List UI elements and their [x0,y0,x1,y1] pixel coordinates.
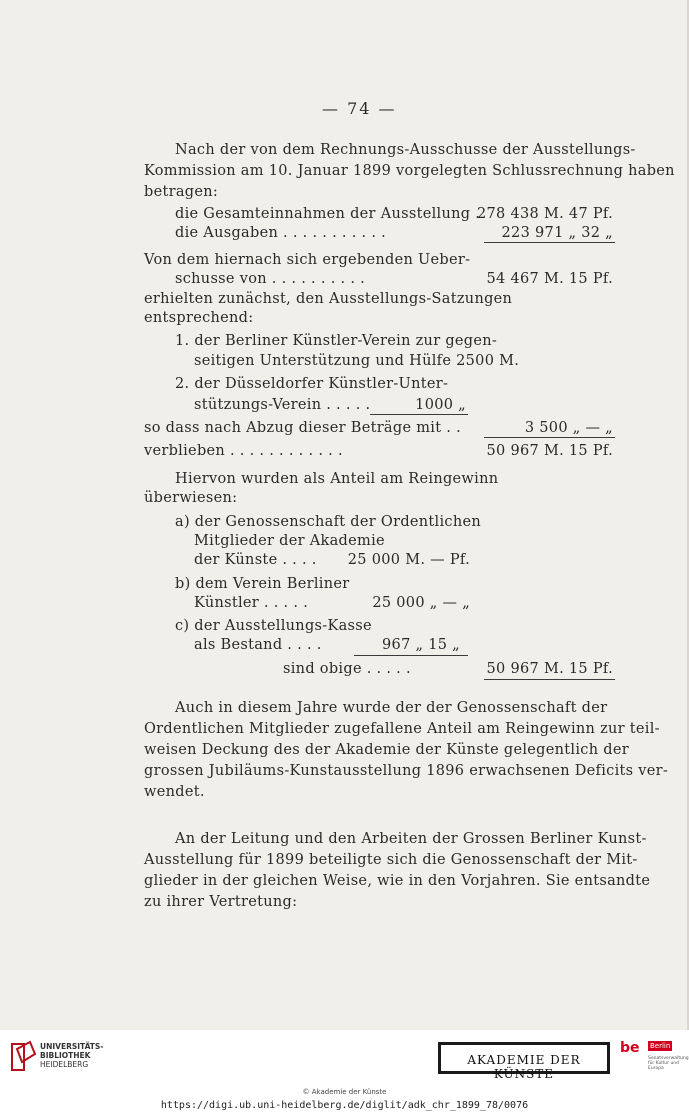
deduct-label: so dass nach Abzug dieser Beträge mit . . [144,420,461,436]
list-item-value: 1000 „ [415,397,466,413]
list-item: b) dem Verein Berliner [175,576,350,592]
list-item-value: 25 000 „ — „ [372,595,470,611]
akademie-logo-frame [441,1045,607,1081]
text-line: erhielten zunächst, den Ausstellungs-Satzungen [144,291,513,307]
total-value: 50 967 M. 15 Pf. [486,661,613,677]
list-item-value: 25 000 M. — Pf. [347,552,470,568]
list-item: Künstler . . . . . [194,595,309,611]
sum-rule [484,679,615,680]
page-number: — 74 — [322,99,397,118]
surplus-value: 54 467 M. 15 Pf. [486,271,613,287]
surplus-label: schusse von . . . . . . . . . . [175,271,366,287]
list-item: 1. der Berliner Künstler-Verein zur gegen- [175,333,498,349]
remained-label: verblieben . . . . . . . . . . . . [144,443,343,459]
text-line: Hiervon wurden als Anteil am Reingewinn [175,471,499,487]
be-senat-text [648,1056,689,1071]
sum-rule [484,242,615,243]
ub-heidelberg-logo-icon[interactable] [8,1040,38,1074]
text-line: entsprechend: [144,310,254,326]
income-value: 278 438 M. 47 Pf. [476,206,613,222]
expenses-value: 223 971 „ 32 „ [501,225,613,241]
list-item: a) der Genossenschaft der Ordentlichen [175,514,482,530]
deduct-value: 3 500 „ — „ [524,420,613,436]
list-item: als Bestand . . . . [194,637,322,653]
text-line: Auch in diesem Jahre wurde der der Genossenschaft der [175,700,608,716]
be-sub-line: Senatsverwaltung [648,1056,689,1061]
text-line: zu ihrer Vertretung: [144,894,298,910]
text-line: glieder in der gleichen Weise, wie in den Vorjahren. Sie entsandte [144,873,651,889]
text-line: An der Leitung und den Arbeiten der Grossen Berliner Kunst- [175,831,647,847]
ub-line: HEIDELBERG [40,1060,89,1069]
akademie-label: AKADEMIE DER KÜNSTE [467,1053,581,1081]
list-item-value: 967 „ 15 „ [382,637,460,653]
total-label: sind obige . . . . . [283,661,411,677]
copyright-text: © Akademie der Künste [302,1088,387,1096]
list-item: 2. der Düsseldorfer Künstler-Unter- [175,376,449,392]
list-item: Mitglieder der Akademie [194,533,385,549]
ub-line: BIBLIOTHEK [40,1051,91,1060]
list-item: c) der Ausstellungs-Kasse [175,618,372,634]
expenses-label: die Ausgaben . . . . . . . . . . . [175,225,387,241]
be-mark: be [620,1040,640,1056]
text-line: grossen Jubiläums-Kunstausstellung 1896 erwachsenen Deficits ver- [144,763,669,779]
sum-rule [354,655,468,656]
ub-line: UNIVERSITÄTS- [40,1042,104,1051]
be-berlin-tag: Berlin [650,1042,671,1050]
text-line: wendet. [144,784,205,800]
remained-value: 50 967 M. 15 Pf. [486,443,613,459]
text-line: Ausstellung für 1899 beteiligte sich die Genossenschaft der Mit- [144,852,638,868]
list-item: der Künste . . . . [194,552,317,568]
text-line: betragen: [144,184,219,200]
list-item: stützungs-Verein . . . . . [194,397,371,413]
text-line: Kommission am 10. Januar 1899 vorgelegten Schlussrechnung haben [144,163,675,179]
be-berlin-logo[interactable] [620,1040,689,1076]
ub-heidelberg-label[interactable] [40,1042,103,1069]
list-item: seitigen Unterstützung und Hülfe 2500 M. [194,353,520,369]
permalink-url[interactable]: https://digi.ub.uni-heidelberg.de/diglit/adk_chr_1899_78/0076 [160,1100,529,1111]
sum-rule [370,414,468,415]
text-line: Ordentlichen Mitglieder zugefallene Anteil am Reingewinn zur teil- [144,721,660,737]
text-line: überwiesen: [144,490,238,506]
text-line: weisen Deckung des der Akademie der Künste gelegentlich der [144,742,629,758]
text-line: Von dem hiernach sich ergebenden Ueber- [144,252,471,268]
be-sub-line: für Kultur und Europa [648,1061,680,1071]
akademie-logo[interactable] [438,1042,610,1081]
sum-rule [484,437,615,438]
text-line: Nach der von dem Rechnungs-Ausschusse der Ausstellungs- [175,142,636,158]
income-label: die Gesamteinnahmen der Ausstellung . [175,206,481,222]
